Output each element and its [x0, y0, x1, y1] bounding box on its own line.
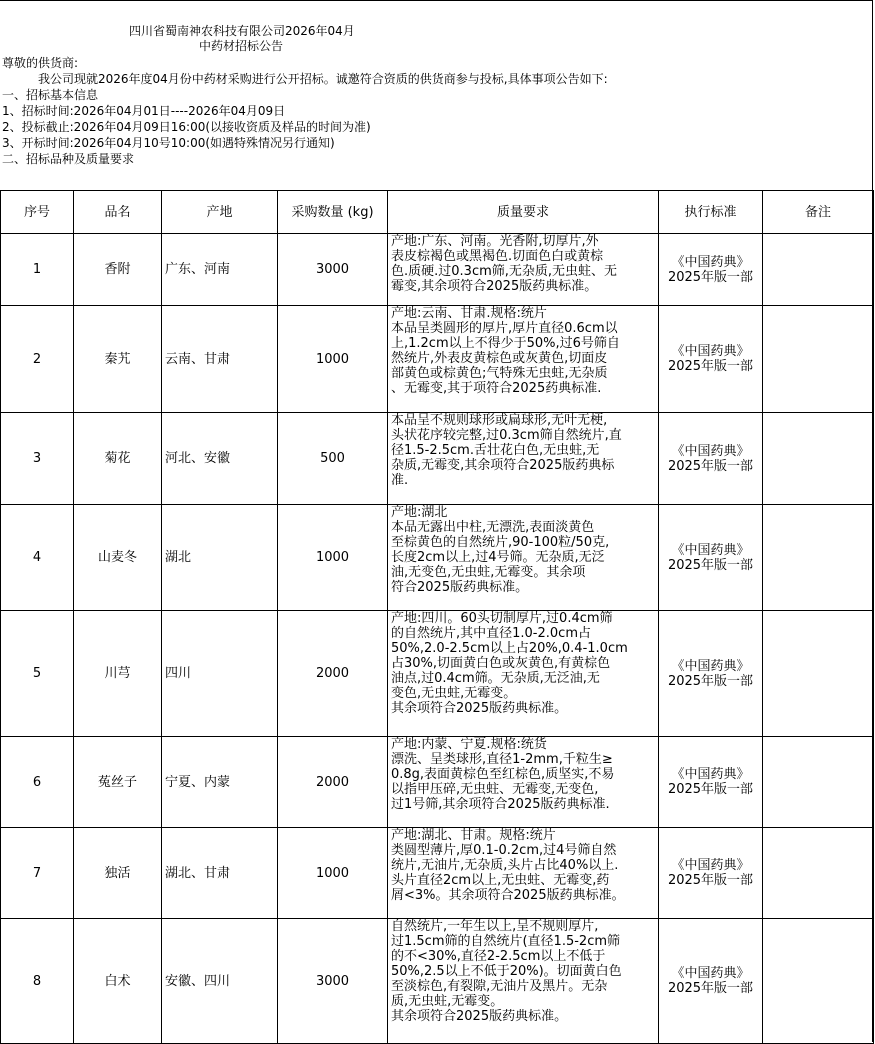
section-1-heading: 一、招标基本信息	[2, 88, 99, 102]
quality-line: 上,1.2cm以上不得少于50%,过6号筛自	[391, 336, 620, 351]
standard-name: 《中国药典》	[671, 443, 750, 459]
quality-line: 过1.5cm筛的自然统片(直径1.5-2cm筛	[391, 934, 621, 949]
cell-qty: 3000	[278, 919, 388, 1044]
cell-origin: 湖北	[162, 505, 278, 611]
quality-line: 部黄色或棕黄色;气特殊无虫蛀,无杂质	[391, 366, 608, 381]
quality-line: 准.	[391, 473, 409, 488]
cell-remark	[763, 505, 874, 611]
cell-qty: 1000	[278, 828, 388, 919]
cell-no: 3	[1, 413, 74, 505]
quality-line: 头状花序较完整,过0.3cm筛自然统片,直	[391, 428, 622, 443]
intro-body: 我公司现就2026年度04月份中药材采购进行公开招标。诚邀符合资质的供货商参与投标,具体事项公告如下:	[38, 72, 608, 86]
quality-line: 质,无虫蛀,无霉变。	[391, 994, 504, 1009]
quality-line: 表皮棕褐色或黑褐色.切面色白或黄棕	[391, 249, 604, 264]
bid-time: 1、招标时间:2026年04月01日----2026年04月09日	[2, 104, 286, 118]
cell-no: 4	[1, 505, 74, 611]
cell-remark	[763, 919, 874, 1044]
quality-line: 0.8g,表面黄棕色至红棕色,质坚实,不易	[391, 767, 615, 782]
bid-deadline: 2、投标截止:2026年04月09日16:00(以接收资质及样品的时间为准)	[2, 120, 371, 134]
cell-remark	[763, 737, 874, 828]
cell-no: 2	[1, 306, 74, 413]
quality-line: 变色,无虫蛀,无霉变。	[391, 686, 517, 701]
cell-name: 独活	[74, 828, 162, 919]
cell-origin: 湖北、甘肃	[162, 828, 278, 919]
standard-edition: 2025年版一部	[667, 873, 754, 888]
quality-line: 产地:湖北	[391, 505, 448, 520]
quality-line: 杂质,无霉变,其余项符合2025版药典标	[391, 458, 615, 473]
cell-quality	[388, 737, 659, 828]
standard-edition: 2025年版一部	[667, 359, 754, 374]
cell-quality	[388, 611, 659, 737]
title-line-2: 中药材招标公告	[199, 39, 284, 53]
cell-no: 6	[1, 737, 74, 828]
quality-line: 霉变,其余项符合2025版药典标准。	[391, 279, 598, 294]
tender-table	[0, 190, 874, 1044]
cell-remark	[763, 828, 874, 919]
standard-name: 《中国药典》	[671, 254, 750, 270]
quality-line: 符合2025版药典标准。	[391, 580, 529, 595]
cell-qty: 1000	[278, 505, 388, 611]
quality-line: 至淡棕色,有裂隙,无油片及黑片。无杂	[391, 979, 608, 994]
table-row	[1, 919, 874, 1044]
quality-line: 屑<3%。其余项符合2025版药典标准。	[391, 888, 625, 903]
cell-remark	[763, 234, 874, 306]
section-2-heading: 二、招标品种及质量要求	[2, 152, 135, 166]
standard-name: 《中国药典》	[671, 858, 750, 873]
quality-line: 的自然统片,其中直径1.0-2.0cm占	[391, 626, 591, 641]
title-line-1: 四川省蜀南神农科技有限公司2026年04月	[129, 24, 355, 38]
cell-origin: 河北、安徽	[162, 413, 278, 505]
standard-name: 《中国药典》	[671, 966, 750, 981]
standard-edition: 2025年版一部	[667, 269, 754, 285]
cell-standard	[659, 737, 763, 828]
cell-standard	[659, 234, 763, 306]
header-standard: 执行标准	[659, 191, 763, 234]
cell-standard	[659, 828, 763, 919]
table-row	[1, 306, 874, 413]
quality-line: 产地:四川。60头切制厚片,过0.4cm筛	[391, 611, 613, 626]
cell-origin: 广东、河南	[162, 234, 278, 306]
table-row	[1, 611, 874, 737]
quality-line: 油,无变色,无虫蛀,无霉变。其余项	[391, 565, 586, 580]
cell-name: 菊花	[74, 413, 162, 505]
cell-quality	[388, 306, 659, 413]
header-quality: 质量要求	[388, 191, 659, 234]
quality-line: 产地:内蒙、宁夏.规格:统货	[391, 737, 547, 752]
cell-standard	[659, 413, 763, 505]
header-no: 序号	[1, 191, 74, 234]
standard-edition: 2025年版一部	[667, 782, 754, 797]
cell-name: 香附	[74, 234, 162, 306]
quality-line: 油点,过0.4cm筛。无杂质,无泛油,无	[391, 671, 600, 686]
quality-line: 以指甲压碎,无虫蛀、无霉变,无变色,	[391, 782, 599, 797]
standard-name: 《中国药典》	[671, 767, 750, 782]
cell-remark	[763, 306, 874, 413]
table-row	[1, 234, 874, 306]
opening-time: 3、开标时间:2026年04月10号10:00(如遇特殊情况另行通知)	[2, 136, 335, 150]
table-row	[1, 737, 874, 828]
quality-line: 过1号筛,其余项符合2025版药典标准.	[391, 797, 610, 812]
cell-no: 5	[1, 611, 74, 737]
quality-line: 本品呈类圆形的厚片,厚片直径0.6cm以	[391, 321, 618, 336]
quality-line: 本品呈不规则球形或扁球形,无叶无梗,	[391, 413, 608, 428]
cell-no: 7	[1, 828, 74, 919]
cell-origin: 安徽、四川	[162, 919, 278, 1044]
cell-qty: 2000	[278, 737, 388, 828]
cell-origin: 宁夏、内蒙	[162, 737, 278, 828]
cell-no: 8	[1, 919, 74, 1044]
standard-name: 《中国药典》	[671, 658, 750, 674]
cell-qty: 2000	[278, 611, 388, 737]
cell-no: 1	[1, 234, 74, 306]
cell-name: 菟丝子	[74, 737, 162, 828]
cell-origin: 四川	[162, 611, 278, 737]
quality-line: 、无霉变,其于项符合2025药典标准.	[391, 381, 602, 396]
quality-line: 产地:湖北、甘肃。规格:统片	[391, 828, 556, 843]
quality-line: 类圆型薄片,厚0.1-0.2cm,过4号筛自然	[391, 843, 617, 858]
standard-edition: 2025年版一部	[667, 673, 754, 689]
cell-remark	[763, 413, 874, 505]
table-row	[1, 828, 874, 919]
quality-line: 统片,无油片,无杂质,头片占比40%以上.	[391, 858, 619, 873]
header-remark: 备注	[763, 191, 874, 234]
standard-edition: 2025年版一部	[667, 557, 754, 573]
quality-line: 的不<30%,直径2-2.5cm以上不低于	[391, 949, 606, 964]
cell-name: 山麦冬	[74, 505, 162, 611]
cell-quality	[388, 413, 659, 505]
cell-name: 白术	[74, 919, 162, 1044]
cell-remark	[763, 611, 874, 737]
header-origin: 产地	[162, 191, 278, 234]
cell-quality	[388, 234, 659, 306]
table-row	[1, 413, 874, 505]
quality-line: 头片直径2cm以上,无虫蛀、无霉变,药	[391, 873, 610, 888]
quality-line: 径1.5-2.5cm.舌壮花白色,无虫蛀,无	[391, 443, 600, 458]
cell-qty: 500	[278, 413, 388, 505]
table-row	[1, 505, 874, 611]
cell-quality	[388, 505, 659, 611]
quality-line: 本品无露出中柱,无漂洗,表面淡黄色	[391, 520, 595, 535]
table-header-row	[1, 191, 874, 234]
quality-line: 产地:云南、甘肃.规格:统片	[391, 306, 547, 321]
cell-quality	[388, 919, 659, 1044]
quality-line: 色.质硬.过0.3cm筛,无杂质,无虫蛀、无	[391, 264, 618, 279]
quality-line: 然统片,外表皮黄棕色或灰黄色,切面皮	[391, 351, 608, 366]
cell-quality	[388, 828, 659, 919]
standard-name: 《中国药典》	[671, 344, 750, 359]
cell-standard	[659, 611, 763, 737]
header-qty: 采购数量 (kg)	[278, 191, 388, 234]
cell-qty: 3000	[278, 234, 388, 306]
standard-edition: 2025年版一部	[667, 458, 754, 474]
cell-standard	[659, 919, 763, 1044]
cell-origin: 云南、甘肃	[162, 306, 278, 413]
quality-line: 长度2cm以上,过4号筛。无杂质,无泛	[391, 550, 605, 565]
standard-name: 《中国药典》	[671, 542, 750, 558]
quality-line: 漂洗、呈类球形,直径1-2mm,千粒生≥	[391, 752, 613, 767]
quality-line: 自然统片,一年生以上,呈不规则厚片,	[391, 919, 599, 934]
cell-standard	[659, 505, 763, 611]
quality-line: 至棕黄色的自然统片,90-100粒/50克,	[391, 535, 610, 550]
quality-line: 50%,2.0-2.5cm以上占20%,0.4-1.0cm	[391, 641, 628, 656]
quality-line: 产地:广东、河南。光香附,切厚片,外	[391, 234, 599, 249]
salutation: 尊敬的供货商:	[2, 56, 79, 70]
cell-standard	[659, 306, 763, 413]
quality-line: 50%,2.5以上不低于20%)。切面黄白色	[391, 964, 622, 979]
cell-qty: 1000	[278, 306, 388, 413]
standard-edition: 2025年版一部	[667, 981, 754, 996]
cell-name: 川芎	[74, 611, 162, 737]
cell-name: 秦艽	[74, 306, 162, 413]
quality-line: 占30%,切面黄白色或灰黄色,有黄棕色	[391, 656, 611, 671]
quality-line: 其余项符合2025版药典标准。	[391, 1009, 568, 1024]
header-name: 品名	[74, 191, 162, 234]
quality-line: 其余项符合2025版药典标准。	[391, 701, 568, 716]
